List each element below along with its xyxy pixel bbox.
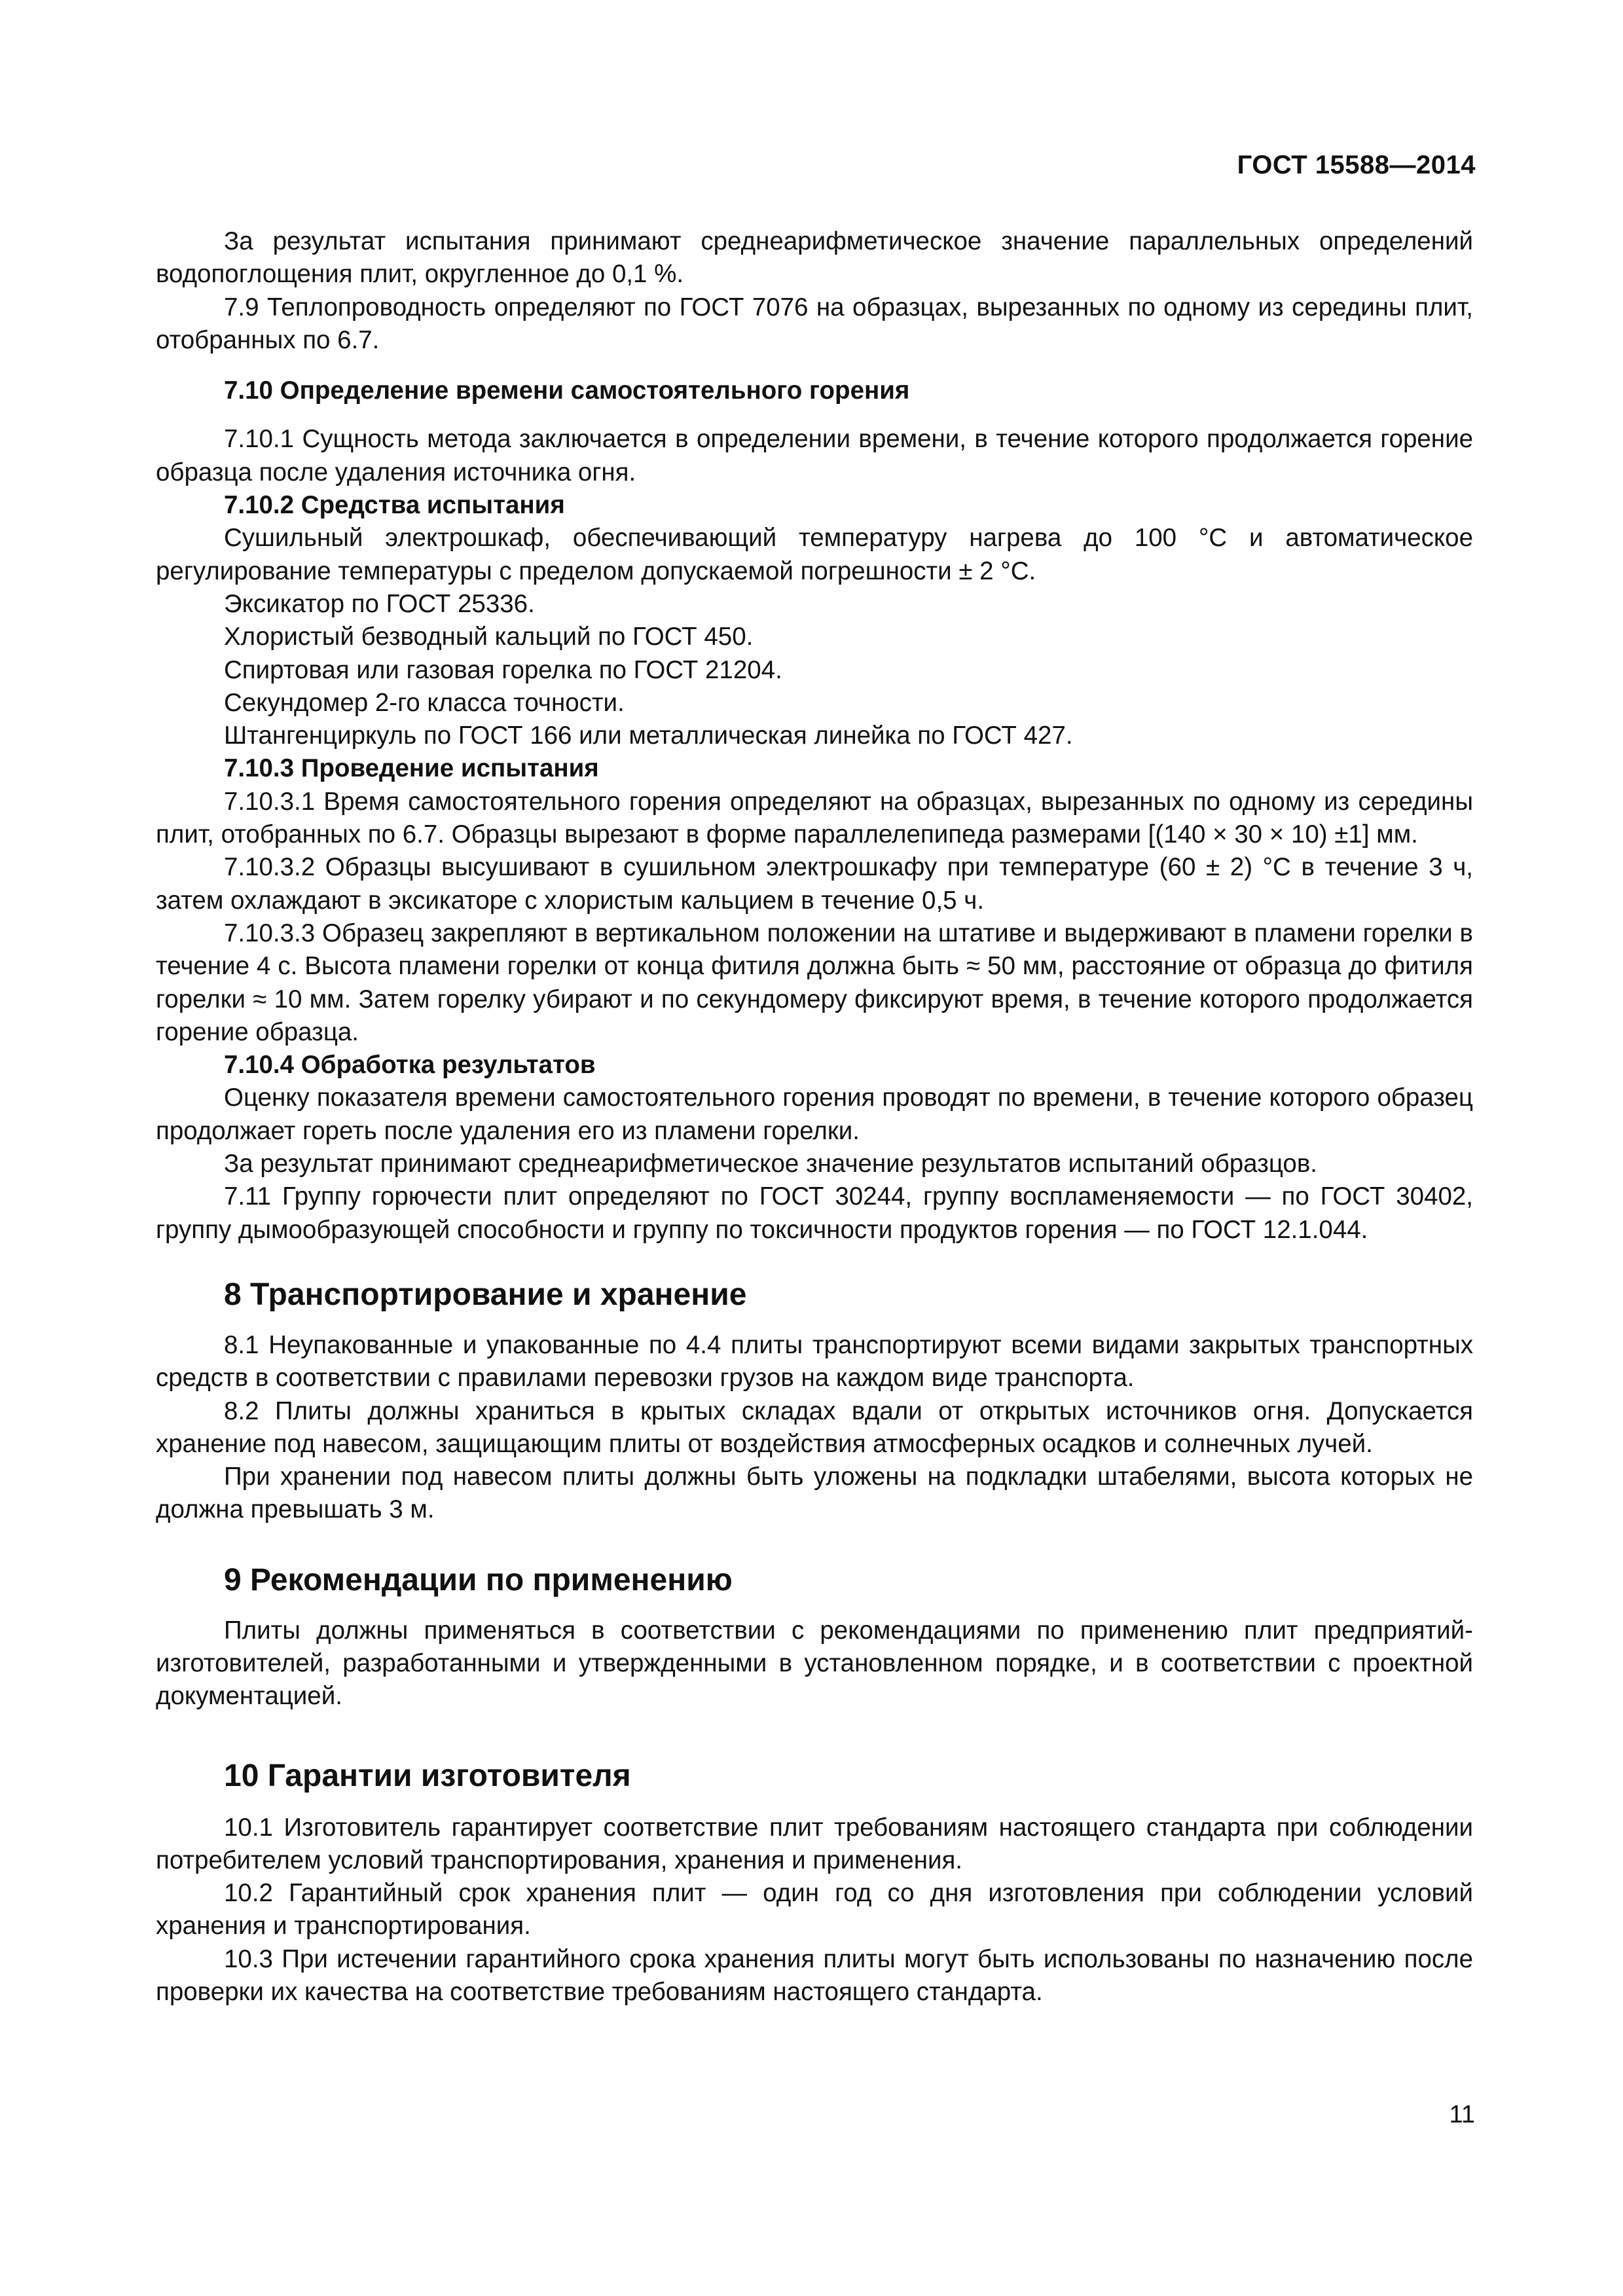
paragraph: Эксикатор по ГОСТ 25336. <box>224 589 535 618</box>
paragraph: 7.10.3.1 Время самостоятельного горения определяют на образцах, вырезанных по одному из середины плит, отобранных по 6.7. Образцы вырезают в форме параллелепипеда размерами [(140 × 30 × 10) ±1] мм. <box>156 787 1473 849</box>
paragraph: 10.3 При истечении гарантийного срока хранения плиты могут быть использованы по назначению после проверки их качества на соответствие требованиям настоящего стандарта. <box>156 1944 1473 2007</box>
subsection-title-7-10-4: 7.10.4 Обработка результатов <box>224 1051 596 1080</box>
paragraph: Оценку показателя времени самостоятельного горения проводят по времени, в течение которого образец продолжает гореть после удаления его из пламени горелки. <box>156 1084 1473 1145</box>
paragraph: 7.10.3.2 Образцы высушивают в сушильном электрошкафу при температуре (60 ± 2) °С в течение 3 ч, затем охлаждают в эксикаторе с хлористым кальцием в течение 0,5 ч. <box>156 853 1473 915</box>
section-heading-8: 8 Транспортирование и хранение <box>224 1277 747 1312</box>
subsection-title-7-10-2: 7.10.2 Средства испытания <box>224 491 565 520</box>
paragraph: Секундомер 2-го класса точности. <box>224 688 625 717</box>
paragraph: При хранении под навесом плиты должны быть уложены на подкладки штабелями, высота которых не должна превышать 3 м. <box>156 1463 1473 1524</box>
section-heading-9: 9 Рекомендации по применению <box>224 1562 733 1597</box>
paragraph: 7.9 Теплопроводность определяют по ГОСТ 7076 на образцах, вырезанных по одному из середины плит, отобранных по 6.7. <box>156 293 1473 354</box>
paragraph: Плиты должны применяться в соответствии с рекомендациями по применению плит предприятий-изготовителей, разработанными и утвержденными в установленном порядке, и в соответствии с проектной документацией. <box>156 1616 1473 1711</box>
subsection-title-7-10-3: 7.10.3 Проведение испытания <box>224 754 599 783</box>
paragraph: Спиртовая или газовая горелка по ГОСТ 21204. <box>224 655 782 684</box>
paragraph: 7.10.1 Сущность метода заключается в определении времени, в течение которого продолжается горение образца после удаления источника огня. <box>156 425 1473 486</box>
paragraph: За результат испытания принимают среднеарифметическое значение параллельных определений водопоглощения плит, округленное до 0,1 %. <box>156 227 1473 289</box>
section-title-7-10: 7.10 Определение времени самостоятельного горения <box>224 376 910 405</box>
paragraph: 10.1 Изготовитель гарантирует соответствие плит требованиям настоящего стандарта при соблюдении потребителем условий транспортирования, хранения и применения. <box>156 1813 1473 1874</box>
page-number: 11 <box>1449 2101 1475 2128</box>
paragraph: Штангенциркуль по ГОСТ 166 или металлическая линейка по ГОСТ 427. <box>224 721 1073 750</box>
paragraph: За результат принимают среднеарифметическое значение результатов испытаний образцов. <box>224 1150 1317 1178</box>
paragraph: 7.10.3.3 Образец закрепляют в вертикальном положении на штативе и выдерживают в пламени горелки в течение 4 с. Высота пламени горелки от конца фитиля должна быть ≈ 50 мм, расстояние от образца до фитиля горелки ≈ 10 мм. Затем горелку убирают и по секундомеру фиксируют время, в течение которого продолжается горение образца. <box>156 919 1473 1046</box>
document-body <box>156 225 1473 2009</box>
paragraph: Хлористый безводный кальций по ГОСТ 450. <box>224 623 754 651</box>
paragraph: 8.1 Неупакованные и упакованные по 4.4 плиты транспортируют всеми видами закрытых транспортных средств в соответствии с правилами перевозки грузов на каждом виде транспорта. <box>156 1330 1473 1393</box>
paragraph: Сушильный электрошкаф, обеспечивающий температуру нагрева до 100 °С и автоматическое регулирование температуры с пределом допускаемой погрешности ± 2 °С. <box>156 524 1473 585</box>
paragraph: 8.2 Плиты должны храниться в крытых складах вдали от открытых источников огня. Допускается хранение под навесом, защищающим плиты от воздействия атмосферных осадков и солнечных лучей. <box>156 1396 1473 1458</box>
paragraph: 7.11 Группу горючести плит определяют по ГОСТ 30244, группу воспламеняемости — по ГОСТ 30402, группу дымообразующей способности и группу по токсичности продуктов горения — по ГОСТ 12.1.044. <box>156 1182 1473 1244</box>
section-heading-10: 10 Гарантии изготовителя <box>224 1758 631 1793</box>
paragraph: 10.2 Гарантийный срок хранения плит — один год со дня изготовления при соблюдении условий хранения и транспортирования. <box>156 1879 1473 1941</box>
document-header-standard-number: ГОСТ 15588—2014 <box>1237 151 1476 179</box>
